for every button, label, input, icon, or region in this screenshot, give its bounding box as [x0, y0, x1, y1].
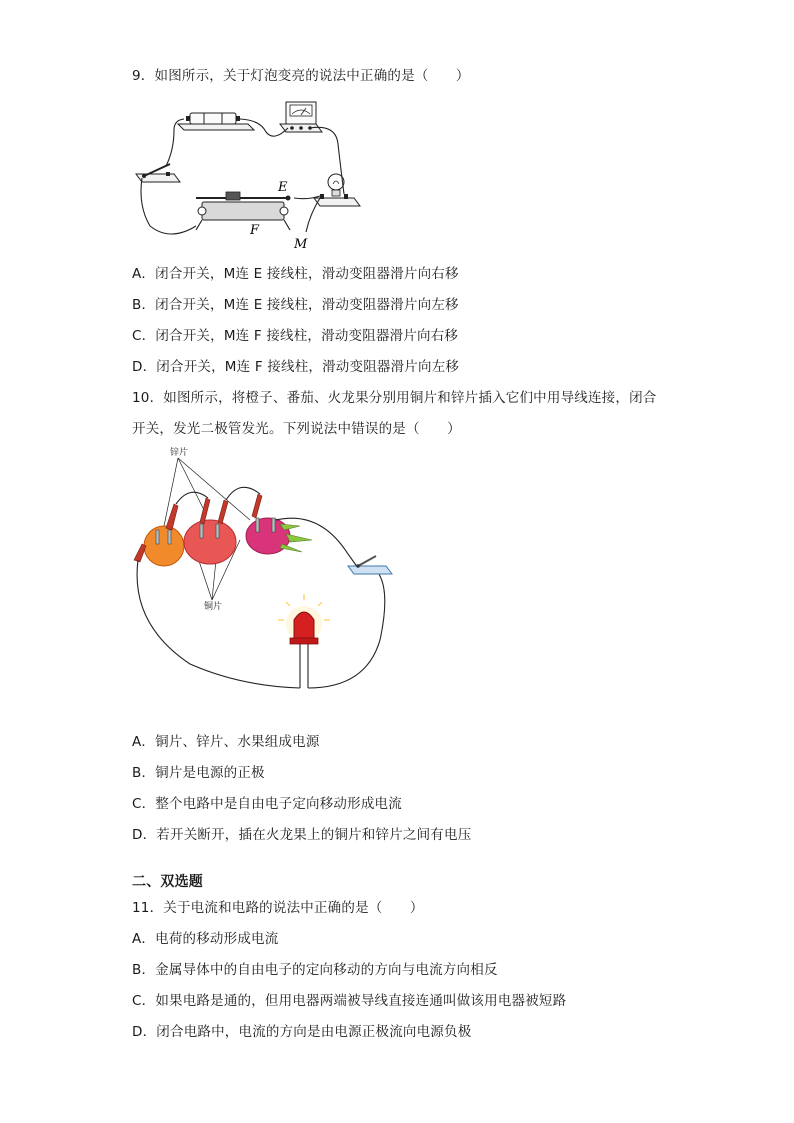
q9-stem: 9．如图所示，关于灯泡变亮的说法中正确的是（ ） — [132, 68, 470, 84]
orange-icon — [144, 526, 184, 566]
q10-stem-line1: 10．如图所示，将橙子、番茄、火龙果分别用铜片和锌片插入它们中用导线连接，闭合 — [132, 390, 657, 406]
q9-option-d: D．闭合开关，M连 F 接线柱，滑动变阻器滑片向左移 — [132, 359, 460, 375]
battery-icon — [178, 113, 254, 130]
q9-option-a: A．闭合开关，M连 E 接线柱，滑动变阻器滑片向右移 — [132, 266, 459, 282]
label-zinc: 锌片 — [170, 448, 189, 458]
q11-option-d: D．闭合电路中，电流的方向是由电源正极流向电源负极 — [132, 1024, 472, 1040]
q10-option-b: B．铜片是电源的正极 — [132, 765, 265, 781]
tomato-icon — [184, 520, 236, 564]
q10-option-c: C．整个电路中是自由电子定向移动形成电流 — [132, 796, 402, 812]
switch-icon — [136, 164, 180, 182]
q9-option-c: C．闭合开关，M连 F 接线柱，滑动变阻器滑片向右移 — [132, 328, 459, 344]
q11-option-a: A．电荷的移动形成电流 — [132, 931, 279, 947]
q10-stem-line2: 开关，发光二极管发光。下列说法中错误的是（ ） — [132, 421, 461, 437]
label-f: F — [250, 223, 260, 238]
section-title: 二、双选题 — [132, 874, 203, 890]
bulb-icon — [314, 174, 360, 206]
q10-fruit-battery-figure — [130, 444, 400, 696]
switch-icon — [348, 556, 392, 574]
q10-option-a: A．铜片、锌片、水果组成电源 — [132, 734, 320, 750]
q9-circuit-figure — [130, 96, 370, 254]
q9-option-b: B．闭合开关，M连 E 接线柱，滑动变阻器滑片向左移 — [132, 297, 459, 313]
q11-option-c: C．如果电路是通的，但用电器两端被导线直接连通叫做该用电器被短路 — [132, 993, 567, 1009]
label-copper: 铜片 — [204, 602, 223, 612]
led-icon — [278, 594, 330, 644]
label-m: M — [294, 237, 308, 252]
label-e: E — [278, 180, 288, 195]
q10-option-d: D．若开关断开，插在火龙果上的铜片和锌片之间有电压 — [132, 827, 472, 843]
q11-option-b: B．金属导体中的自由电子的定向移动的方向与电流方向相反 — [132, 962, 498, 978]
q11-stem: 11．关于电流和电路的说法中正确的是（ ） — [132, 900, 424, 916]
rheostat-icon — [196, 192, 291, 230]
